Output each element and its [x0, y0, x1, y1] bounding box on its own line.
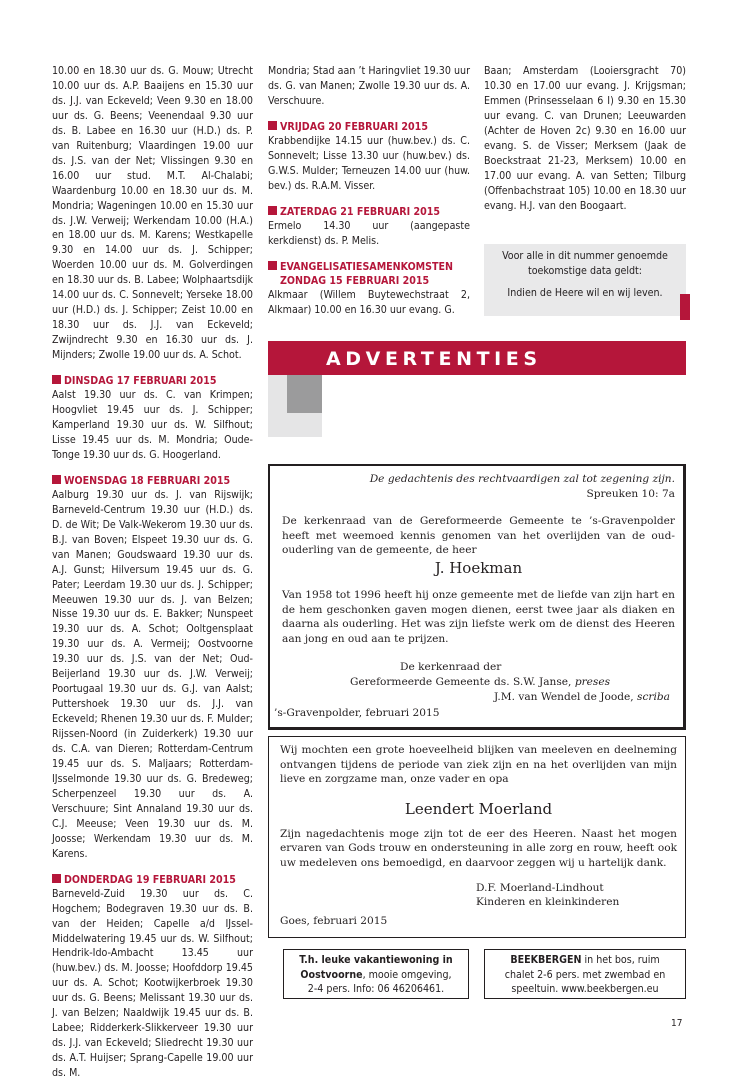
ad-body: Van 1958 tot 1996 heeft hij onze gemeente met de liefde van zijn hart en de hem geschonken gaven mogen dienen, eerst twee jaar als diaken en daarna als ouderling. Het was zijn liefste werk om de dienst des Heeren aan jong en oud aan te prijzen.	[282, 588, 675, 645]
obituary-ad-hoekman	[268, 464, 686, 730]
section-text: Aalst 19.30 uur ds. C. van Krimpen; Hoogvliet 19.45 uur ds. J. Schipper; Kamperland 19.30 uur ds. W. Silfhout; Lisse 19.45 uur ds. M. Mondria; Oude-Tonge 19.30 uur ds. G. Hoogerland.	[52, 389, 253, 461]
heading-square-icon	[52, 475, 61, 484]
column-1-intro: 10.00 en 18.30 uur ds. G. Mouw; Utrecht 10.00 uur ds. A.P. Baaijens en 15.30 uur ds. J.J. van Eckeveld; Veen 9.30 en 18.00 uur ds. G. Beens; Veenendaal 9.30 uur ds. B. Labee en 16.30 uur (H.D.) ds. P. van Ruitenburg; Vlaardingen 19.00 uur ds. J.S. van der Net; Vlissingen 9.30 en 16.00 uur stud. M.T. Al-Chalabi; Waardenburg 10.00 en 18.30 uur ds. M. Mondria; Wageningen 10.00 en 15.30 uur ds. J.W. Verweij; Werkendam 10.00 (H.A.) en 18.00 uur ds. M. Karens; Westkapelle 9.30 en 14.00 uur ds. J. Schipper; Woerden 10.00 uur ds. M. Golverdingen en 18.30 uur ds. B. Labee; Wolphaartsdijk 14.00 uur ds. C. Sonnevelt; Yerseke 18.00 uur (H.D.) ds. J. Schipper; Zeist 10.00 en 18.30 uur ds. J.J. van Eckeveld; Zwijndrecht 9.30 en 16.30 uur ds. J. Mijnders; Zwolle 19.00 uur ds. A. Schot.	[52, 65, 253, 362]
section-heading: EVANGELISATIESAMENKOMSTEN ZONDAG 15 FEBRUARI 2015	[268, 260, 470, 288]
section-heading: VRIJDAG 20 FEBRUARI 2015	[268, 120, 470, 134]
ad-place-date: Goes, februari 2015	[280, 914, 388, 927]
section-text: Krabbendijke 14.15 uur (huw.bev.) ds. C. Sonnevelt; Lisse 13.30 uur (huw.bev.) ds. G.W.S. Mulder; Terneuzen 14.00 uur (huw. bev.) ds. R.A.M. Visser.	[268, 134, 470, 192]
ad-signature-1: D.F. Moerland-Lindhout	[476, 881, 604, 894]
banner-decoration	[287, 413, 322, 437]
section-text: Barneveld-Zuid 19.30 uur ds. C. Hogchem; Bodegraven 19.30 uur ds. B. van der Heiden; Capelle a/d IJssel-Middelwatering 19.45 uur ds. W. Silfhout; Hendrik-Ido-Ambacht 13.45 uur (huw.bev.) ds. M. Joosse; Hoofddorp 19.45 uur ds. A. Schot; Kootwijkerbroek 19.30 uur ds. G. Beens; Melissant 19.30 uur ds. J. van Belzen; Naaldwijk 19.45 uur ds. B. Labee; Ridderkerk-Slikkerveer 19.30 uur ds. J.J. van Eckeveld; Sliedrecht 19.30 uur ds. A.T. Huijser; Sprang-Capelle 19.00 uur ds. M.	[52, 887, 253, 1080]
section-text: Aalburg 19.30 uur ds. J. van Rijswijk; Barneveld-Centrum 19.30 uur (H.D.) ds. D. de Wit; De Valk-Wekerom 19.30 uur ds. B.J. van Boven; Elspeet 19.30 uur ds. G. van Manen; Goudswaard 19.30 uur ds. A.J. Gunst; Hilversum 19.45 uur ds. G. Pater; Leerdam 19.30 uur ds. J. Schipper; Meeuwen 19.30 uur ds. J. van Belzen; Nisse 19.30 uur ds. E. Bakker; Nunspeet 19.30 uur ds. A. Schot; Ooltgensplaat 19.30 uur ds. A. Vermeij; Oostvoorne 19.30 uur ds. J.S. van der Net; Oud-Beijerland 19.30 uur ds. J.W. Verweij; Poortugaal 19.30 uur ds. G.J. van Aalst; Puttershoek 19.30 uur ds. J.J. van Eckeveld; Rhenen 19.30 uur ds. F. Mulder; Rijssen-Noord (in Zuiderkerk) 19.30 uur ds. C.A. van Dieren; Rotterdam-Centrum 19.45 uur ds. S. Maljaars; Rotterdam-IJsselmonde 19.30 uur ds. G. Bredeweg; Scherpenzeel 19.30 uur ds. A. Verschuure; Sint Annaland 19.30 uur ds. C.J. Meeuse; Veen 19.30 uur ds. M. Joosse; Werkendam 19.30 uur ds. M. Karens.	[52, 488, 253, 860]
notice-line-1: Voor alle in dit nummer genoemde toekomstige data geldt:	[502, 250, 668, 277]
notice-line-2: Indien de Heere wil en wij leven.	[507, 287, 663, 299]
section-heading: WOENSDAG 18 FEBRUARI 2015	[52, 474, 253, 488]
section-heading: DONDERDAG 19 FEBRUARI 2015	[52, 873, 253, 887]
heading-square-icon	[268, 121, 277, 130]
thank-you-ad-moerland	[268, 736, 686, 938]
section-text: Ermelo 14.30 uur (aangepaste kerkdienst) ds. P. Melis.	[268, 219, 470, 247]
heading-square-icon	[268, 261, 277, 270]
column-3	[484, 64, 686, 214]
ad-signature-2: Kinderen en kleinkinderen	[476, 896, 620, 909]
page-number: 17	[671, 1018, 683, 1029]
advertenties-banner	[268, 341, 686, 375]
section-heading: ZATERDAG 21 FEBRUARI 2015	[268, 205, 470, 219]
column-3-intro: Baan; Amsterdam (Looiersgracht 70) 10.30 en 17.00 uur evang. J. Krijgsman; Emmen (Prinsesselaan 6 I) 9.30 en 15.30 uur evang. C. van Drunen; Leeuwarden (Achter de Hoven 2c) 9.30 en 16.00 uur evang. S. de Visser; Merksem (Jaak de Boeckstraat 21-23, Merksem) 10.00 en 17.00 uur evang. A. van Setten; Tilburg (Offenbachstraat 105) 10.00 en 18.30 uur evang. H.J. van den Boogaart.	[484, 65, 686, 212]
column-1	[52, 64, 253, 1081]
banner-decoration	[268, 375, 287, 437]
heading-square-icon	[52, 375, 61, 384]
small-ad-beekbergen: BEEKBERGEN in het bos, ruim chalet 2-6 pers. met zwembad en speeltuin. www.beekbergen.eu	[484, 949, 686, 999]
notice-box	[484, 244, 686, 316]
section-heading: DINSDAG 17 FEBRUARI 2015	[52, 374, 253, 388]
ad-place-date: ’s-Gravenpolder, februari 2015	[274, 707, 440, 720]
notice-accent	[680, 294, 690, 320]
column-2-intro: Mondria; Stad aan ’t Haringvliet 19.30 uur ds. G. van Manen; Zwolle 19.30 uur ds. A. Verschuure.	[268, 65, 470, 107]
column-2	[268, 64, 470, 317]
ad-intro: Wij mochten een grote hoeveelheid blijken van meeleven en deelneming ontvangen tijdens de periode van ziek zijn en na het overlijden van mijn lieve en zorgzame man, onze vader en opa	[280, 744, 677, 786]
ad-name: Leendert Moerland	[404, 799, 553, 818]
ad-motto: De gedachtenis des rechtvaardigen zal tot zegening zijn.	[369, 473, 675, 485]
small-ad-oostvoorne: T.h. leuke vakantiewoning in Oostvoorne, mooie omgeving, 2-4 pers. Info: 06 46206461.	[283, 949, 469, 999]
section-text: Alkmaar (Willem Buytewechstraat 2, Alkmaar) 10.00 en 16.30 uur evang. G.	[268, 288, 470, 316]
banner-decoration	[287, 375, 322, 413]
heading-square-icon	[268, 206, 277, 215]
ad-name: J. Hoekman	[434, 558, 523, 577]
ad-body: Zijn nagedachtenis moge zijn tot de eer des Heeren. Naast het mogen ervaren van Gods trouw en ondersteuning in alle zorg en rouw, heeft ook uw medeleven ons bemoedigd, en daarvoor zeggen wij u hartelijk dank.	[280, 827, 677, 869]
ad-signature: De kerkenraad der Gereformeerde Gemeente ds. S.W. Janse, preses J.M. van Wendel de Joode, scriba	[350, 661, 670, 704]
ad-intro: De kerkenraad van de Gereformeerde Gemeente te ’s-Gravenpolder heeft met weemoed kennis genomen van het overlijden van de oud-ouderling van de gemeente, de heer	[282, 515, 675, 557]
heading-square-icon	[52, 874, 61, 883]
ad-reference: Spreuken 10: 7a	[586, 487, 675, 500]
banner-title: ADVERTENTIES	[326, 348, 542, 370]
